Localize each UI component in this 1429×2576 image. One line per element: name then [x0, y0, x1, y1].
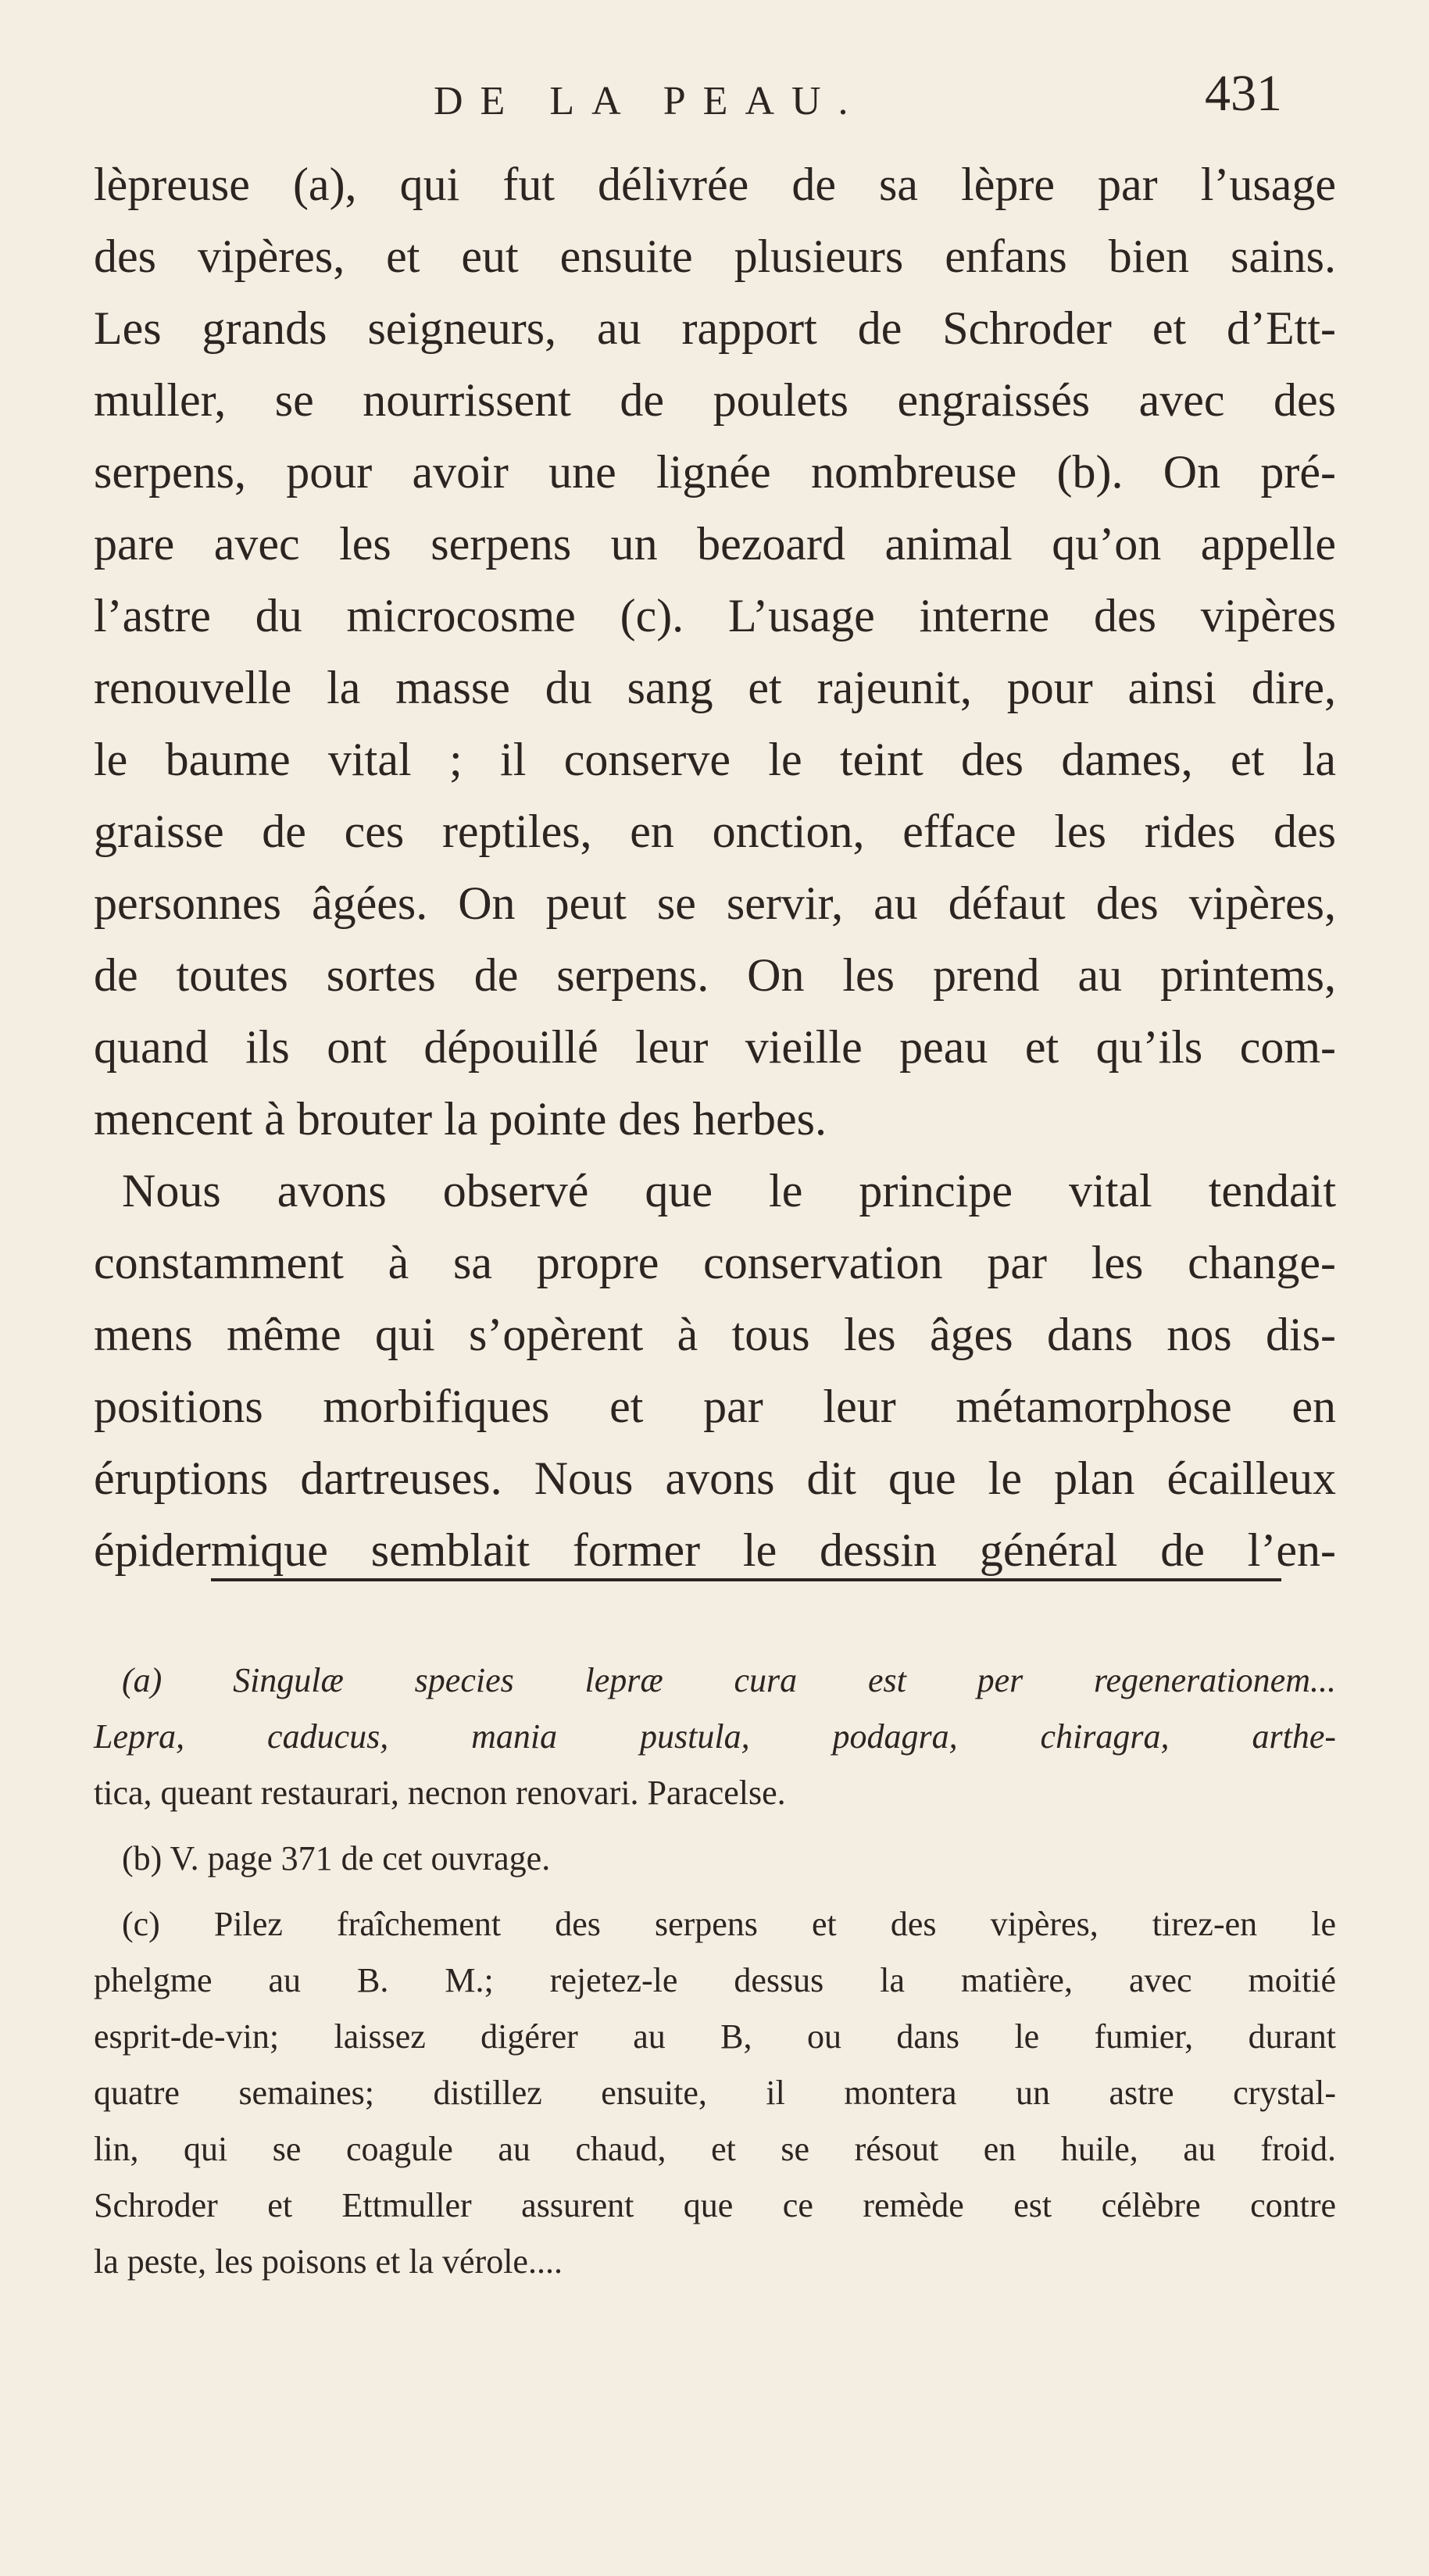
footnote-line: phelgme au B. M.; rejetez-le dessus la matière, avec moitié — [94, 1961, 1336, 1999]
body-line: des vipères, et eut ensuite plusieurs enfans bien sains. — [94, 230, 1336, 282]
body-line: le baume vital ; il conserve le teint des dames, et la — [94, 734, 1336, 785]
body-line: Les grands seigneurs, au rapport de Schroder et d’Ett- — [94, 302, 1336, 354]
footnote-line: tica, queant restaurari, necnon renovari. Paracelse. — [94, 1774, 786, 1812]
footnote-line: (a) Singulæ species lepræ cura est per regenerationem... — [122, 1661, 1336, 1699]
body-line: lèpreuse (a), qui fut délivrée de sa lèpre par l’usage — [94, 159, 1336, 210]
footnotes — [94, 1652, 1336, 2290]
footnote-line: lin, qui se coagule au chaud, et se résout en huile, au froid. — [94, 2130, 1336, 2168]
body-line: quand ils ont dépouillé leur vieille peau et qu’ils com- — [94, 1021, 1336, 1073]
body-line: Nous avons observé que le principe vital tendait — [122, 1165, 1336, 1217]
running-title: DE LA PEAU. — [434, 79, 866, 123]
body-line: épidermique semblait former le dessin général de l’en- — [94, 1524, 1336, 1576]
body-line: mencent à brouter la pointe des herbes. — [94, 1093, 827, 1145]
footnote-line: quatre semaines; distillez ensuite, il montera un astre crystal- — [94, 2074, 1336, 2112]
body-line: éruptions dartreuses. Nous avons dit que le plan écailleux — [94, 1452, 1336, 1504]
body-line: de toutes sortes de serpens. On les prend au printems, — [94, 949, 1336, 1001]
footnote-line: (b) V. page 371 de cet ouvrage. — [122, 1839, 551, 1878]
body-line: constamment à sa propre conservation par les change- — [94, 1237, 1336, 1288]
footnote-line: Schroder et Ettmuller assurent que ce remède est célèbre contre — [94, 2186, 1336, 2224]
page-number: 431 — [1205, 65, 1282, 122]
body-line: graisse de ces reptiles, en onction, efface les rides des — [94, 806, 1336, 857]
body-line: mens même qui s’opèrent à tous les âges dans nos dis- — [94, 1309, 1336, 1360]
body-line: pare avec les serpens un bezoard animal qu’on appelle — [94, 518, 1336, 570]
body-line: serpens, pour avoir une lignée nombreuse (b). On pré- — [94, 446, 1336, 498]
body-line: positions morbifiques et par leur métamorphose en — [94, 1381, 1336, 1432]
footnote-line: la peste, les poisons et la vérole.... — [94, 2242, 563, 2281]
running-head — [0, 64, 1429, 134]
body-line: l’astre du microcosme (c). L’usage interne des vipères — [94, 590, 1336, 641]
footnote-line: Lepra, caducus, mania pustula, podagra, chiragra, arthe- — [94, 1717, 1336, 1756]
body-line: muller, se nourrissent de poulets engraissés avec des — [94, 374, 1336, 426]
body-line: personnes âgées. On peut se servir, au défaut des vipères, — [94, 877, 1336, 929]
footnote-line: (c) Pilez fraîchement des serpens et des vipères, tirez-en le — [122, 1905, 1336, 1943]
footnote-line: esprit-de-vin; laissez digérer au B, ou dans le fumier, durant — [94, 2017, 1336, 2056]
footnote-separator-rule — [211, 1578, 1281, 1581]
body-line: renouvelle la masse du sang et rajeunit, pour ainsi dire, — [94, 662, 1336, 713]
main-text — [94, 148, 1336, 1586]
